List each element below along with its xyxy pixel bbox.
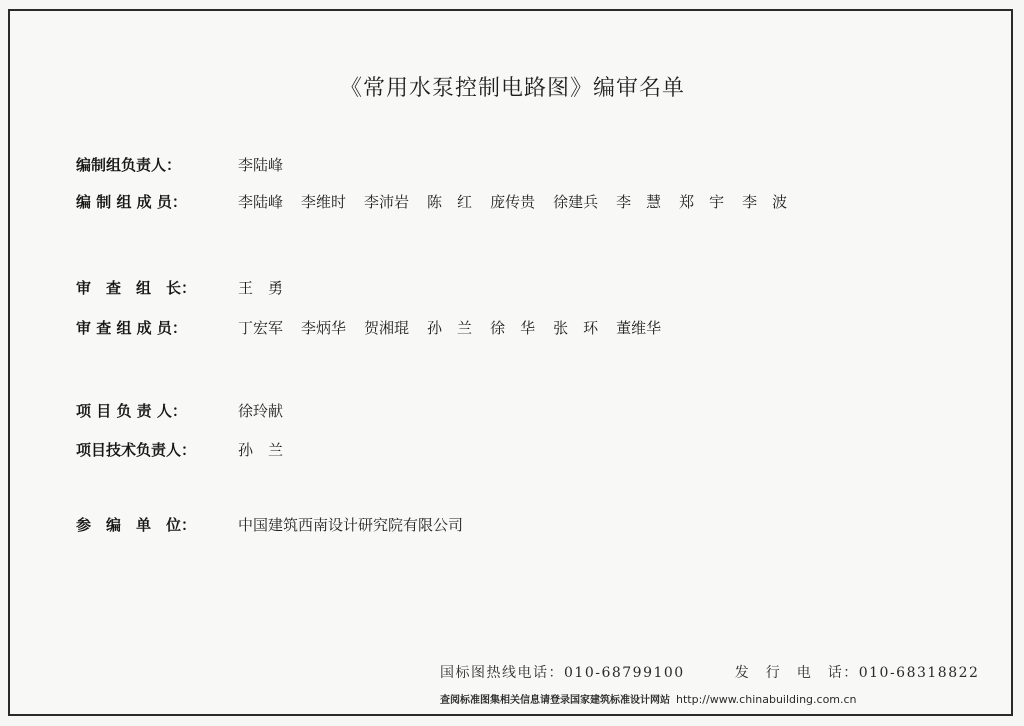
person-name: 李沛岩 [364,193,410,211]
compile-lead-names [238,154,301,175]
person-name: 王 勇 [238,279,284,297]
person-name: 庞传贵 [490,193,536,211]
compile-lead-label: 编制组负责人： [76,156,182,174]
review-lead-names [238,277,301,298]
person-name: 中国建筑西南设计研究院有限公司 [238,516,464,534]
review-members-label: 审 查 组 成 员： [76,319,187,337]
compile-members-label: 编 制 组 成 员： [76,193,187,211]
person-name: 丁宏军 [238,319,284,337]
document-frame [8,9,1013,716]
person-name: 郑 宇 [679,193,725,211]
person-name: 李陆峰 [238,193,284,211]
project-tech-lead-names [238,439,301,460]
person-name: 贺湘琨 [364,319,410,337]
page-title: 《常用水泵控制电路图》编审名单 [339,76,685,101]
person-name: 李炳华 [301,319,347,337]
footer-phones [440,662,979,682]
project-tech-lead-label: 项目技术负责人： [76,441,197,459]
person-name: 徐建兵 [553,193,599,211]
participant-names [238,514,481,535]
compile-members-names [238,191,805,212]
person-name: 李维时 [301,193,347,211]
project-lead-names [238,400,301,421]
footer-notice [440,691,857,706]
project-lead-label: 项 目 负 责 人： [76,402,187,420]
person-name: 徐玲献 [238,402,284,420]
review-members-names [238,317,679,338]
review-lead-label: 审 查 组 长： [76,279,197,297]
person-name: 孙 兰 [427,319,473,337]
participant-label: 参 编 单 位： [76,516,197,534]
person-name: 陈 红 [427,193,473,211]
person-name: 李 慧 [616,193,662,211]
website-link[interactable]: http://www.chinabuilding.com.cn [676,693,857,706]
person-name: 李 波 [742,193,788,211]
distribution-text: 发 行 电 话：010-68318822 [734,665,980,681]
person-name: 董维华 [616,319,662,337]
notice-text: 查阅标准图集相关信息请登录国家建筑标准设计网站 [440,695,670,706]
hotline-text: 国标图热线电话：010-68799100 [440,665,685,681]
person-name: 孙 兰 [238,441,284,459]
person-name: 张 环 [553,319,599,337]
person-name: 李陆峰 [238,156,284,174]
person-name: 徐 华 [490,319,536,337]
